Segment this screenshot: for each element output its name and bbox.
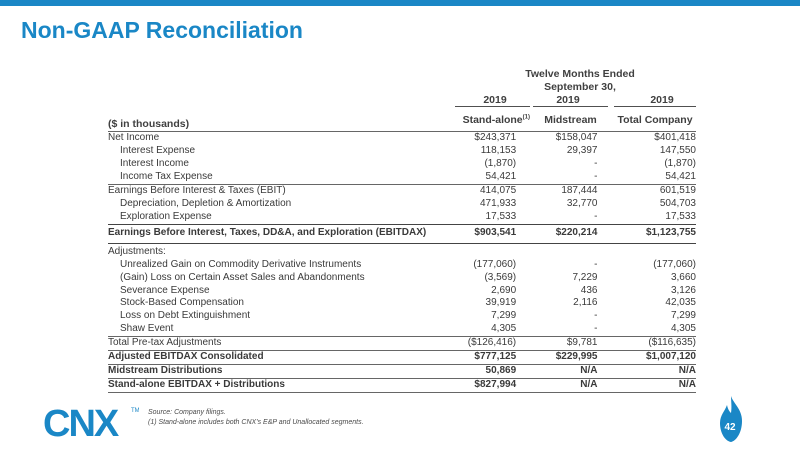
cell-total: 3,660 (670, 271, 696, 283)
cell-total: $1,123,755 (597, 224, 696, 243)
cell-standalone: ($126,416) (439, 337, 516, 351)
table-row (108, 243, 696, 258)
cell-midstream: - (516, 171, 597, 184)
column-header-midstream: Midstream (544, 114, 597, 126)
source-note: Source: Company filings. (148, 409, 226, 416)
table-row (108, 158, 696, 171)
cell-total: 147,550 (659, 144, 696, 156)
cell-standalone: $827,994 (439, 379, 516, 393)
cell-standalone: (3,569) (484, 271, 517, 283)
cell-total: 4,305 (597, 323, 696, 336)
table-row (108, 323, 696, 336)
row-label: Exploration Expense (120, 210, 212, 222)
cell-midstream: N/A (516, 379, 597, 393)
cell-standalone: 414,075 (479, 184, 517, 196)
cell-midstream: 32,770 (566, 197, 598, 209)
footnote-1: (1) Stand-alone includes both CNX’s E&P and Unallocated segments. (148, 419, 364, 426)
row-label: Stock-Based Compensation (120, 297, 244, 309)
row-label: Severance Expense (120, 284, 210, 296)
table-row (108, 198, 696, 211)
cell-midstream (516, 243, 597, 258)
cell-total: N/A (597, 365, 696, 379)
table-row (108, 337, 696, 351)
cell-midstream: $229,995 (516, 351, 597, 365)
units-label: ($ in thousands) (108, 118, 190, 130)
footnote-marker: (1) (522, 114, 530, 121)
row-label: Shaw Event (108, 323, 439, 336)
column-header-standalone-label: Stand-alone (462, 114, 523, 126)
cell-midstream: $220,214 (516, 224, 597, 243)
reconciliation-table (108, 131, 696, 393)
table-row (108, 272, 696, 285)
table-row (108, 171, 696, 184)
cnx-logo (43, 404, 139, 445)
row-label: Loss on Debt Extinguishment (120, 310, 251, 322)
row-label: Depreciation, Depletion & Amortization (120, 197, 292, 209)
cell-midstream: 2,116 (573, 297, 598, 309)
table-row (108, 379, 696, 393)
trademark-mark: TM (131, 408, 139, 414)
row-label: (Gain) Loss on Certain Asset Sales and Abandonments (120, 271, 365, 283)
cell-standalone (439, 243, 516, 258)
cell-total: 504,703 (659, 197, 696, 209)
table-row (108, 145, 696, 158)
cell-total: 3,126 (670, 284, 696, 296)
cell-standalone: 50,869 (439, 365, 516, 379)
footnotes (148, 408, 364, 428)
year-underline-standalone (455, 106, 530, 107)
cell-midstream: $9,781 (516, 337, 597, 351)
table-row (108, 310, 696, 323)
cell-midstream: - (594, 258, 598, 270)
cell-total: 601,519 (659, 184, 696, 196)
cell-total: (1,870) (664, 157, 696, 169)
table-row (108, 132, 696, 145)
table-row (108, 211, 696, 224)
year-underline-total (614, 106, 696, 107)
table-row (108, 351, 696, 365)
row-label: Midstream Distributions (108, 365, 439, 379)
page-title: Non-GAAP Reconciliation (21, 17, 303, 43)
row-label: Adjusted EBITDAX Consolidated (108, 351, 439, 365)
cell-standalone: (1,870) (484, 157, 517, 169)
row-label: Adjustments: (108, 245, 166, 257)
cell-standalone: $243,371 (439, 132, 516, 145)
logo-text: CNX (43, 404, 118, 440)
row-label: Income Tax Expense (108, 171, 439, 184)
table-row-ebitdax (108, 224, 696, 243)
table-row (108, 297, 696, 310)
cell-midstream: $158,047 (516, 132, 597, 145)
row-label: Interest Income (120, 157, 189, 169)
cell-standalone: 2,690 (491, 284, 517, 296)
cell-total: 42,035 (665, 297, 696, 309)
year-underline-midstream (533, 106, 608, 107)
cell-total: $401,418 (597, 132, 696, 145)
cell-total: 7,299 (670, 310, 696, 322)
cell-standalone: 17,533 (485, 210, 517, 222)
cell-midstream: 187,444 (561, 184, 598, 196)
row-label: Total Pre-tax Adjustments (108, 337, 439, 351)
cell-midstream: 29,397 (566, 144, 598, 156)
row-label: Earnings Before Interest, Taxes, DD&A, and Exploration (EBITDAX) (108, 224, 439, 243)
cell-midstream: - (594, 157, 598, 169)
cell-standalone: (177,060) (473, 258, 517, 270)
cell-midstream: N/A (516, 365, 597, 379)
cell-midstream: 436 (580, 284, 598, 296)
row-label: Stand-alone EBITDAX + Distributions (108, 379, 439, 393)
cell-total: 17,533 (665, 210, 696, 222)
cell-total (597, 243, 696, 258)
year-header-standalone: 2019 (483, 94, 507, 106)
period-header-line1: Twelve Months Ended (525, 68, 635, 80)
top-accent-bar (0, 0, 800, 6)
cell-standalone: 118,153 (480, 144, 517, 156)
column-header-standalone (440, 114, 530, 126)
cell-midstream: 7,229 (572, 271, 598, 283)
cell-midstream: - (594, 310, 598, 322)
cell-midstream: - (594, 210, 598, 222)
cell-standalone: $903,541 (439, 224, 516, 243)
cell-standalone: 39,919 (485, 297, 517, 309)
page-number: 42 (724, 422, 736, 433)
cell-standalone: 54,421 (439, 171, 516, 184)
cell-standalone: $777,125 (439, 351, 516, 365)
cell-total: ($116,635) (597, 337, 696, 351)
cell-total: $1,007,120 (597, 351, 696, 365)
table-row (108, 259, 696, 272)
period-header-line2: September 30, (544, 81, 616, 93)
table-row (108, 365, 696, 379)
cell-standalone: 7,299 (491, 310, 517, 322)
cell-midstream: - (516, 323, 597, 336)
year-header-midstream: 2019 (556, 94, 580, 106)
column-header-total: Total Company (617, 114, 693, 126)
cell-total: 54,421 (597, 171, 696, 184)
table-row (108, 285, 696, 298)
row-label: Net Income (108, 132, 439, 145)
year-header-total: 2019 (650, 94, 674, 106)
cell-standalone: 4,305 (439, 323, 516, 336)
cell-total: N/A (597, 379, 696, 393)
cell-standalone: 471,933 (479, 197, 517, 209)
row-label: Interest Expense (120, 144, 196, 156)
table-row (108, 184, 696, 197)
row-label: Earnings Before Interest & Taxes (EBIT) (108, 184, 286, 196)
row-label: Unrealized Gain on Commodity Derivative Instruments (120, 258, 362, 270)
cell-total: (177,060) (653, 258, 696, 270)
